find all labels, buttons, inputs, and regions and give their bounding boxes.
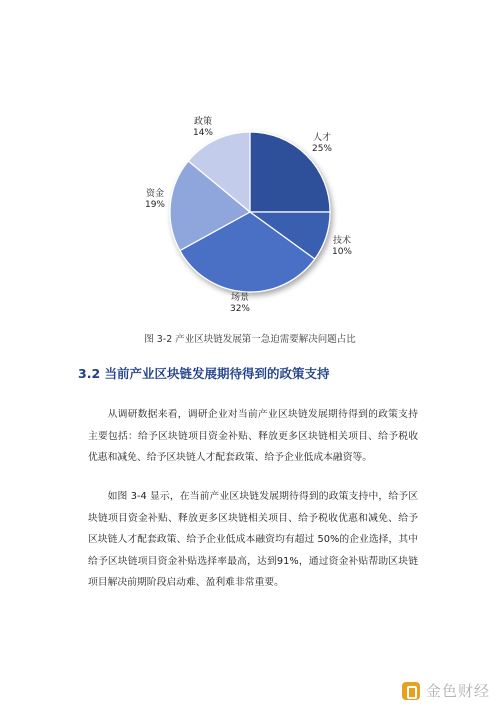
slice-name-label: 人才 bbox=[312, 133, 332, 143]
slice-name-label: 资金 bbox=[145, 189, 165, 199]
slice-value-label: 32% bbox=[229, 304, 251, 314]
slice-value-label: 25% bbox=[311, 144, 333, 154]
watermark-text: 金色财经 bbox=[425, 682, 490, 700]
section-title: 3.2 当前产业区块链发展期待得到的政策支持 bbox=[78, 366, 330, 381]
pie-chart bbox=[0, 0, 500, 340]
paragraph-1: 从调研数据来看，调研企业对当前产业区块链发展期待得到的政策支持主要包括：给予区块链项目资金补贴、释放更多区块链相关项目、给予税收优惠和减免、给予区块链人才配套政策、给予企业低成本融资等。 bbox=[88, 409, 418, 463]
slice-value-label: 14% bbox=[192, 128, 214, 138]
slice-value-label: 10% bbox=[331, 247, 353, 257]
gold-finance-logo-icon bbox=[402, 682, 420, 700]
slice-name-label: 场景 bbox=[230, 293, 250, 303]
figure-caption: 图 3-2 产业区块链发展第一急迫需要解决问题占比 bbox=[144, 334, 356, 345]
slice-name-label: 政策 bbox=[193, 117, 213, 127]
watermark bbox=[402, 680, 490, 701]
paragraph-2: 如图 3-4 显示，在当前产业区块链发展期待得到的政策支持中，给予区块链项目资金补贴、释放更多区块链相关项目、给予税收优惠和减免、给予区块链人才配套政策、给予企业低成本融资均有超过 50%的企业选择，其中给予区块链项目资金补贴选择率最高，达到91%，通过资金补贴帮助区块链项目解决前期阶段启动难、盈利难非常重要。 bbox=[88, 491, 418, 588]
slice-name-label: 技术 bbox=[332, 236, 352, 246]
slice-value-label: 19% bbox=[144, 200, 166, 210]
